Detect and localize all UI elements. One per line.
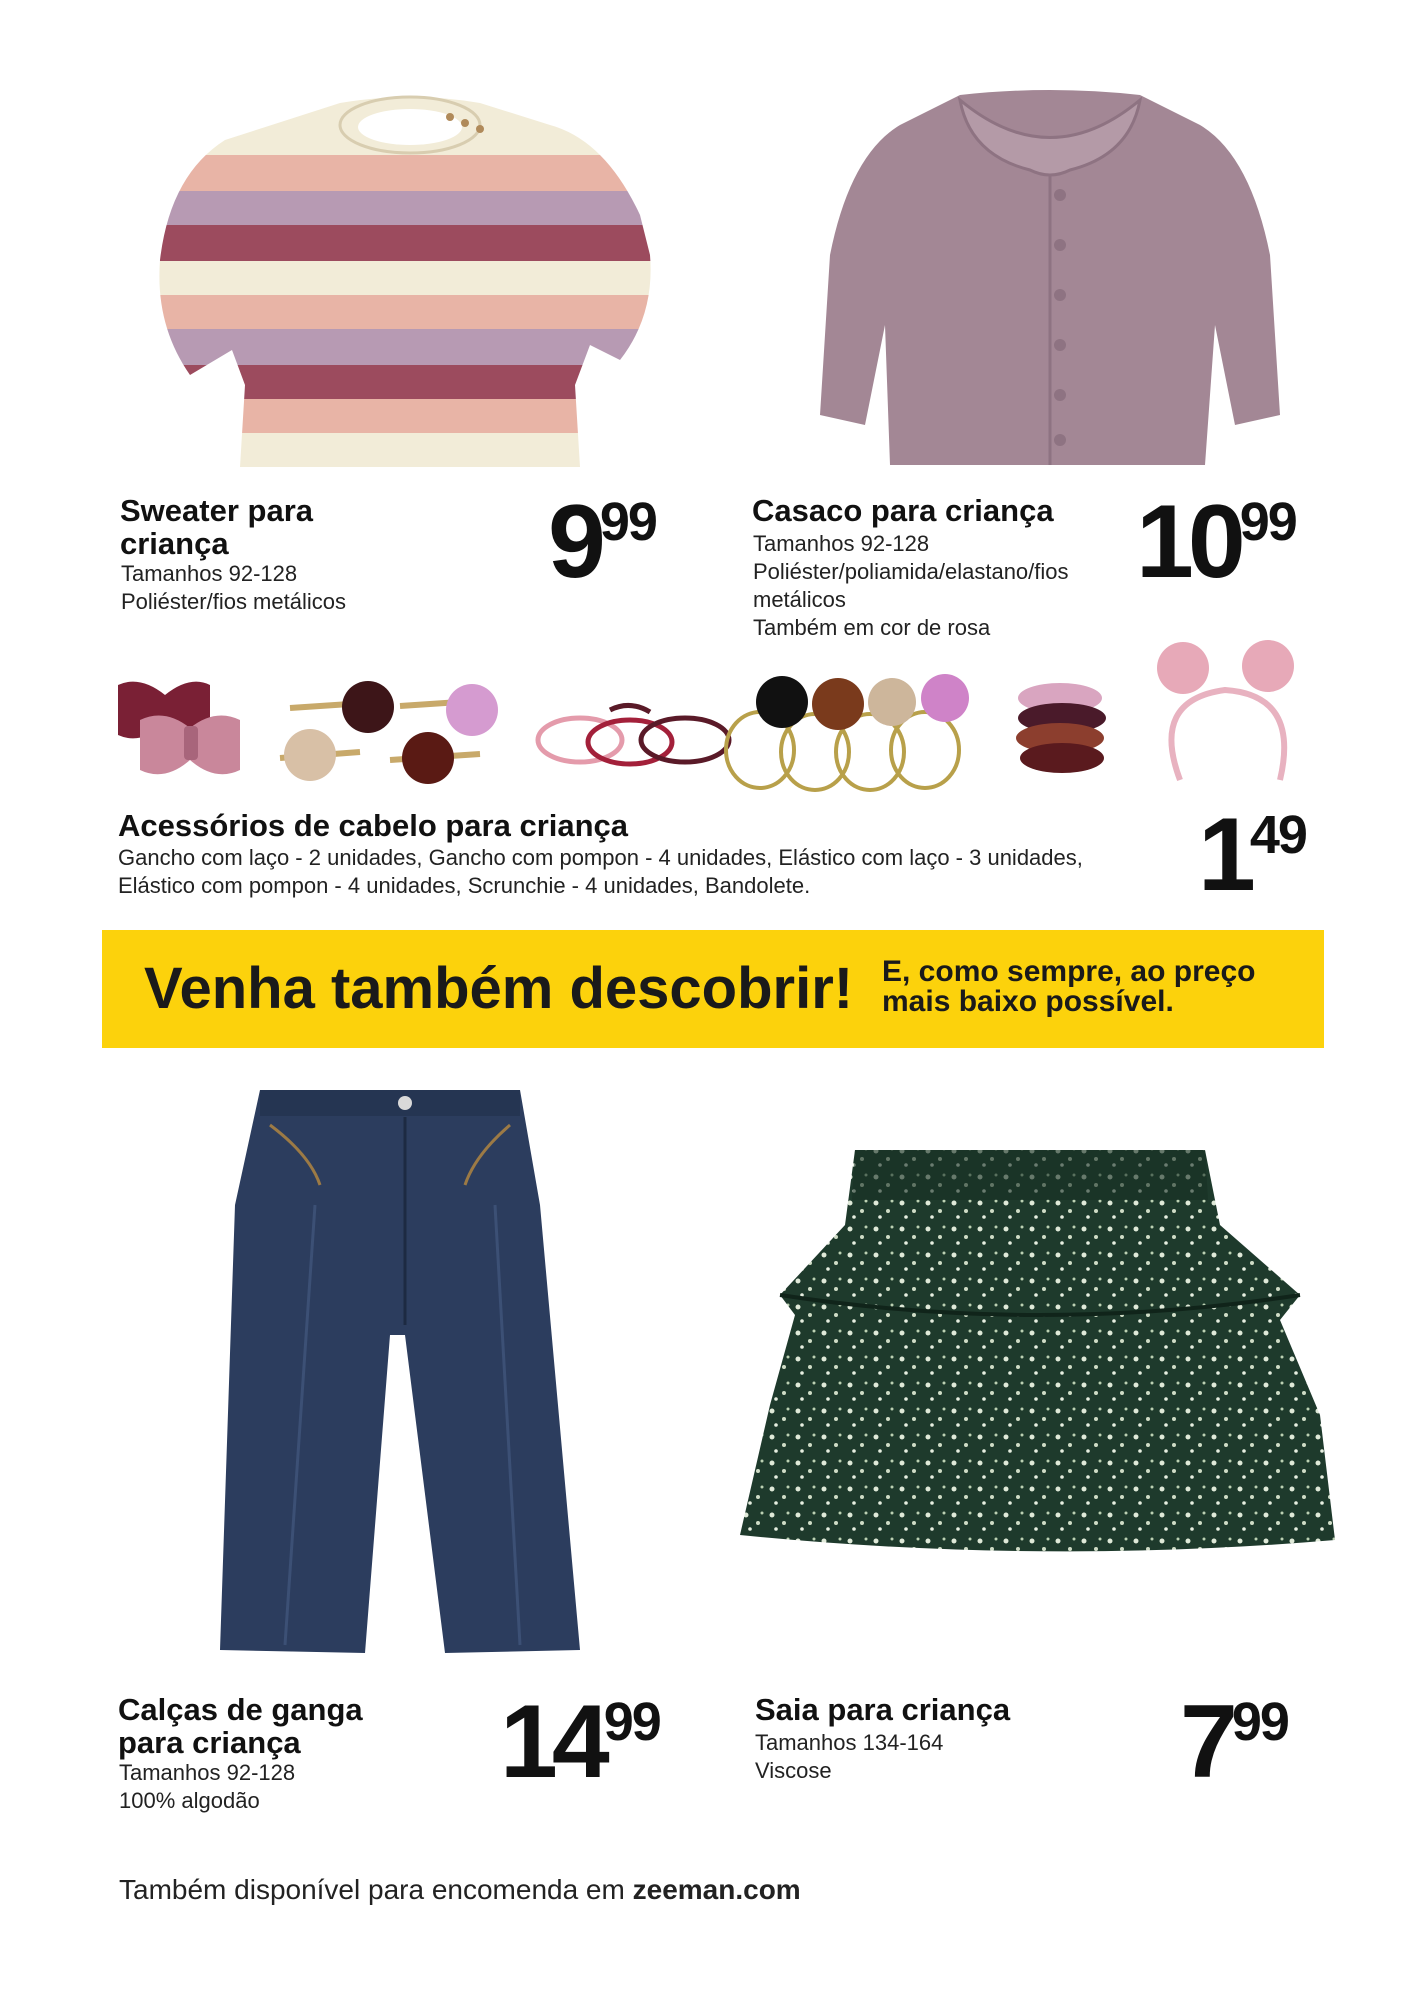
product-title-line: para criança — [118, 1725, 301, 1760]
product-title — [118, 809, 628, 842]
description-line: Tamanhos 92-128 — [753, 531, 930, 556]
product-title — [120, 494, 313, 560]
product-title-line: Acessórios de cabelo para criança — [118, 808, 629, 843]
price-main: 9 — [548, 484, 600, 600]
hair-bow-icon — [118, 682, 240, 775]
price-main: 7 — [1180, 1684, 1232, 1800]
price-tag — [500, 1684, 660, 1800]
footer-note — [119, 1874, 801, 1906]
price-cents: 99 — [1239, 492, 1296, 552]
price-tag — [1136, 484, 1296, 600]
website-link[interactable]: zeeman.com — [632, 1874, 801, 1905]
cardigan-image — [810, 85, 1290, 470]
description-line: Poliéster/poliamida/elastano/fios — [753, 559, 1069, 584]
price-main: 10 — [1136, 484, 1240, 600]
pompon-clips-icon — [280, 681, 498, 784]
jeans-image — [210, 1085, 590, 1660]
description-line: Gancho com laço - 2 unidades, Gancho com pompon - 4 unidades, Elástico com laço - 3 unidades, — [118, 845, 1083, 870]
product-description — [755, 1729, 943, 1785]
headband-icon — [1157, 640, 1294, 780]
description-line: metálicos — [753, 587, 846, 612]
price-cents: 99 — [1231, 1692, 1288, 1752]
product-description — [753, 530, 1069, 642]
product-title-line: Sweater para — [120, 493, 313, 528]
striped-sweater-image — [150, 95, 670, 475]
scrunchies-icon — [1016, 683, 1106, 773]
footer-text: Também disponível para encomenda em — [119, 1874, 625, 1905]
hair-accessories-image — [110, 640, 1340, 800]
price-main: 1 — [1198, 797, 1250, 913]
price-cents: 99 — [599, 492, 656, 552]
price-main: 14 — [500, 1684, 604, 1800]
product-title — [752, 494, 1054, 527]
description-line: 100% algodão — [119, 1788, 260, 1813]
promo-banner — [102, 930, 1324, 1048]
banner-subtext-line: mais baixo possível. — [882, 985, 1174, 1018]
description-line: Viscose — [755, 1758, 832, 1783]
price-tag — [1180, 1684, 1288, 1800]
product-title-line: Saia para criança — [755, 1692, 1011, 1727]
product-title-line: criança — [120, 526, 229, 561]
banner-headline: Venha também descobrir! — [144, 956, 854, 1021]
product-description — [118, 844, 1083, 900]
description-line: Elástico com pompon - 4 unidades, Scrunchie - 4 unidades, Bandolete. — [118, 873, 811, 898]
product-description — [121, 560, 346, 616]
description-line: Também em cor de rosa — [753, 615, 991, 640]
product-title — [118, 1693, 363, 1759]
description-line: Tamanhos 92-128 — [121, 561, 298, 586]
product-title-line: Casaco para criança — [752, 493, 1054, 528]
price-cents: 49 — [1249, 805, 1306, 865]
product-title — [755, 1693, 1010, 1726]
bow-elastics-icon — [538, 705, 729, 764]
price-cents: 99 — [603, 1692, 660, 1752]
product-title-line: Calças de ganga — [118, 1692, 363, 1727]
pompon-elastics-icon — [726, 674, 969, 790]
price-tag — [548, 484, 656, 600]
price-tag — [1198, 797, 1306, 913]
description-line: Tamanhos 92-128 — [119, 1760, 296, 1785]
product-description — [119, 1759, 295, 1815]
description-line: Poliéster/fios metálicos — [121, 589, 346, 614]
description-line: Tamanhos 134-164 — [755, 1730, 944, 1755]
skirt-image — [740, 1145, 1340, 1565]
banner-subtext-line: E, como sempre, ao preço — [882, 955, 1256, 988]
banner-subtext — [882, 957, 1255, 1017]
